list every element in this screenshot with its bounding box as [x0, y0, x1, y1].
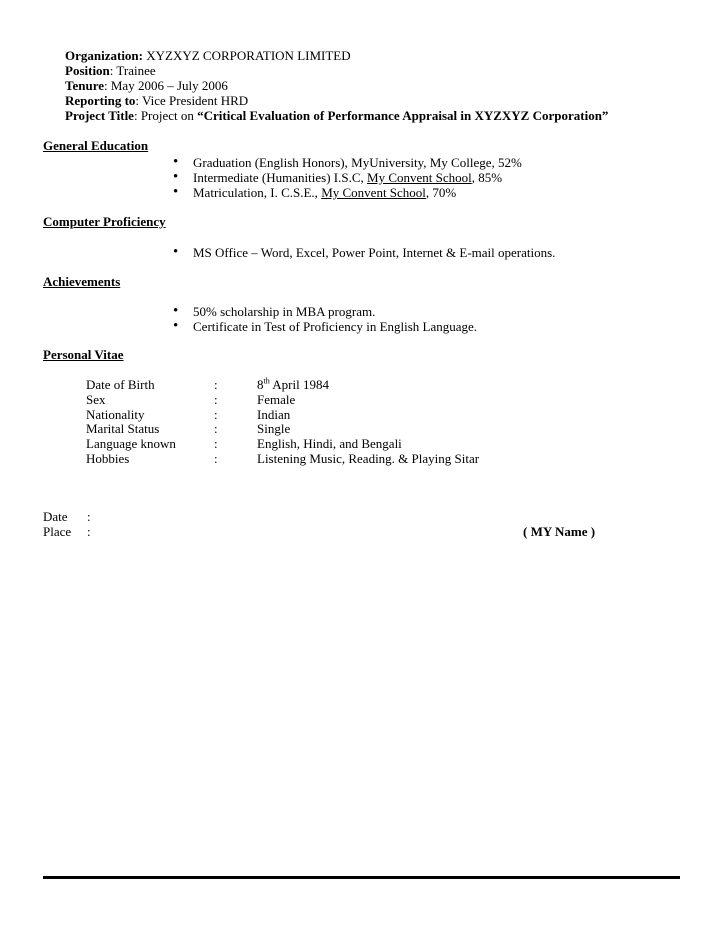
- achievement-item: Certificate in Test of Proficiency in English Language.: [193, 319, 478, 334]
- date-colon: :: [87, 509, 91, 524]
- bullet-icon: •: [173, 154, 179, 170]
- project-prefix: : Project on: [133, 108, 198, 123]
- place-colon: :: [87, 524, 91, 539]
- bullet-icon: •: [173, 318, 179, 334]
- position-value: : Trainee: [109, 63, 156, 78]
- vitae-label: Language known: [86, 436, 176, 451]
- project-line: [65, 109, 608, 124]
- reporting-line: [65, 94, 248, 109]
- vitae-value: Indian: [257, 407, 291, 422]
- vitae-value: Listening Music, Reading. & Playing Sitar: [257, 451, 480, 466]
- vitae-label: Nationality: [86, 407, 145, 422]
- vitae-separator: :: [214, 377, 218, 392]
- reporting-label: Reporting to: [65, 93, 136, 108]
- vitae-label: Date of Birth: [86, 377, 155, 392]
- signature-name: ( MY Name ): [523, 524, 596, 539]
- organization-value: XYZXYZ CORPORATION LIMITED: [146, 48, 351, 63]
- tenure-value: : May 2006 – July 2006: [104, 78, 228, 93]
- vitae-label: Marital Status: [86, 421, 160, 436]
- dob-suffix: th: [263, 376, 270, 386]
- school-link[interactable]: My Convent School: [367, 170, 472, 185]
- achievements-heading: Achievements: [43, 274, 121, 289]
- reporting-value: : Vice President HRD: [135, 93, 249, 108]
- vitae-separator: :: [214, 392, 218, 407]
- position-line: [65, 64, 156, 79]
- school-link[interactable]: My Convent School: [321, 185, 426, 200]
- vitae-label: Hobbies: [86, 451, 130, 466]
- education-item: [193, 186, 456, 201]
- achievement-item: 50% scholarship in MBA program.: [193, 304, 376, 319]
- organization-line: [65, 49, 351, 64]
- date-label: Date: [43, 509, 68, 524]
- position-label: Position: [65, 63, 110, 78]
- bullet-icon: •: [173, 244, 179, 260]
- education-item: Graduation (English Honors), MyUniversity, My College, 52%: [193, 155, 522, 170]
- education-item-text: Intermediate (Humanities) I.S.C,: [193, 170, 368, 185]
- project-title: “Critical Evaluation of Performance Appraisal in XYZXYZ Corporation”: [197, 108, 609, 123]
- tenure-line: [65, 79, 228, 94]
- organization-label: Organization:: [65, 48, 143, 63]
- vitae-separator: :: [214, 436, 218, 451]
- tenure-label: Tenure: [65, 78, 105, 93]
- vitae-value: English, Hindi, and Bengali: [257, 436, 402, 451]
- vitae-separator: :: [214, 451, 218, 466]
- education-item-text: Matriculation, I. C.S.E.,: [193, 185, 322, 200]
- vitae-label: Sex: [86, 392, 106, 407]
- vitae-value: Female: [257, 392, 296, 407]
- vitae-value: [257, 378, 329, 393]
- place-label: Place: [43, 524, 72, 539]
- vitae-value: Single: [257, 421, 291, 436]
- vitae-separator: :: [214, 407, 218, 422]
- education-item-text: , 70%: [425, 185, 457, 200]
- education-item: [193, 171, 502, 186]
- dob-day: 8: [257, 377, 264, 392]
- computer-heading: Computer Proficiency: [43, 214, 166, 229]
- education-item-text: , 85%: [471, 170, 503, 185]
- project-label: Project Title: [65, 108, 134, 123]
- bullet-icon: •: [173, 184, 179, 200]
- bullet-icon: •: [173, 169, 179, 185]
- computer-item: MS Office – Word, Excel, Power Point, Internet & E-mail operations.: [193, 245, 556, 260]
- vitae-separator: :: [214, 421, 218, 436]
- education-heading: General Education: [43, 138, 149, 153]
- bottom-rule: [43, 876, 680, 879]
- dob-rest: April 1984: [269, 377, 329, 392]
- vitae-heading: Personal Vitae: [43, 347, 124, 362]
- bullet-icon: •: [173, 303, 179, 319]
